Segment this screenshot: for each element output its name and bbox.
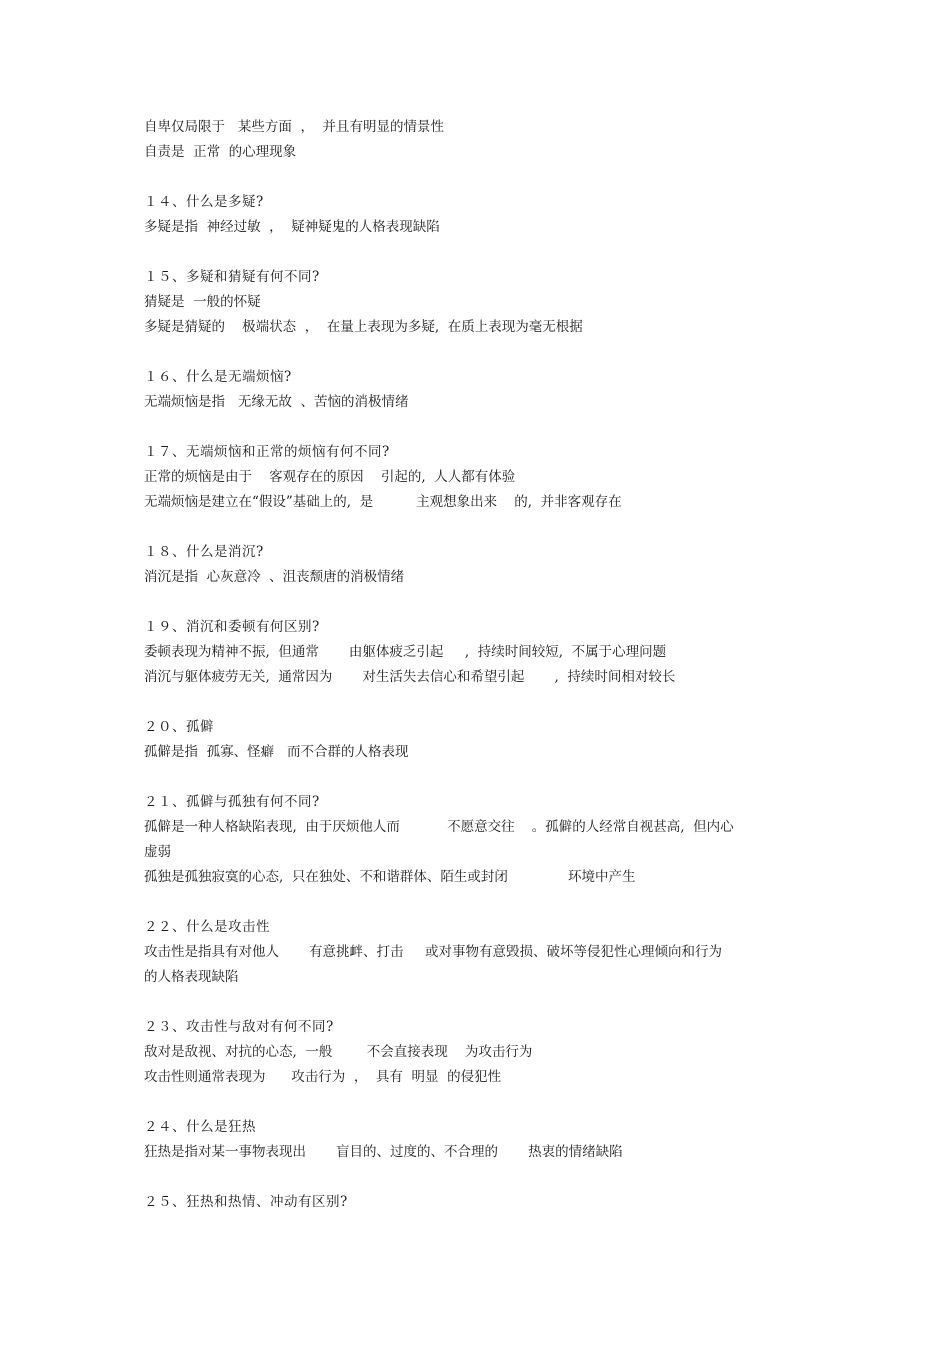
qa-block-23 xyxy=(144,1015,794,1090)
answer-line: 猜疑是 一般的怀疑 xyxy=(144,294,261,310)
answer-line: 狂热是指对某一事物表现出 盲目的、过度的、不合理的 热衷的情绪缺陷 xyxy=(144,1144,623,1160)
answer-line: 敌对是敌视、对抗的心态, 一般 不会直接表现 为攻击行为 xyxy=(144,1044,533,1060)
answer-line: 孤僻是指 孤寡、怪癖 而不合群的人格表现 xyxy=(144,744,409,760)
text-block-intro xyxy=(144,115,794,165)
document-page xyxy=(144,115,794,1240)
answer-line: 无端烦恼是建立在“假设”基础上的, 是 主观想象出来 的, 并非客观存在 xyxy=(144,494,622,510)
answer-line: 孤独是孤独寂寞的心态, 只在独处、不和谐群体、陌生或封闭 环境中产生 xyxy=(144,869,636,885)
answer-line: 孤僻是一种人格缺陷表现, 由于厌烦他人而 不愿意交往 。孤僻的人经常自视甚高, 但内心 xyxy=(144,819,734,835)
question-heading: ２４、什么是狂热 xyxy=(144,1119,256,1135)
answer-line: 虚弱 xyxy=(144,844,171,860)
qa-block-25 xyxy=(144,1190,794,1215)
qa-block-21 xyxy=(144,790,794,890)
answer-line: 正常的烦恼是由于 客观存在的原因 引起的, 人人都有体验 xyxy=(144,469,516,485)
answer-line: 消沉是指 心灰意冷 、沮丧颓唐的消极情绪 xyxy=(144,569,405,585)
answer-line: 攻击性则通常表现为 攻击行为 ， 具有 明显 的侵犯性 xyxy=(144,1069,502,1085)
answer-line: 无端烦恼是指 无缘无故 、苦恼的消极情绪 xyxy=(144,394,409,410)
question-heading: １５、多疑和猜疑有何不同? xyxy=(144,269,320,285)
answer-line: 攻击性是指具有对他人 有意挑衅、打击 或对事物有意毁损、破坏等侵犯性心理倾向和行为 xyxy=(144,944,722,960)
question-heading: １７、无端烦恼和正常的烦恼有何不同? xyxy=(144,444,390,460)
answer-line: 的人格表现缺陷 xyxy=(144,969,239,985)
qa-block-16 xyxy=(144,365,794,415)
qa-block-24 xyxy=(144,1115,794,1165)
question-heading: ２１、孤僻与孤独有何不同? xyxy=(144,794,320,810)
qa-block-18 xyxy=(144,540,794,590)
question-heading: １６、什么是无端烦恼? xyxy=(144,369,292,385)
qa-block-15 xyxy=(144,265,794,340)
answer-line: 多疑是猜疑的 极端状态 ， 在量上表现为多疑, 在质上表现为毫无根据 xyxy=(144,319,583,335)
question-heading: ２３、攻击性与敌对有何不同? xyxy=(144,1019,334,1035)
question-heading: ２２、什么是攻击性 xyxy=(144,919,270,935)
question-heading: １８、什么是消沉? xyxy=(144,544,264,560)
question-heading: ２５、狂热和热情、冲动有区别? xyxy=(144,1194,348,1210)
text-line: 自卑仅局限于 某些方面 ， 并且有明显的情景性 xyxy=(144,119,445,135)
answer-line: 多疑是指 神经过敏 ， 疑神疑鬼的人格表现缺陷 xyxy=(144,219,440,235)
qa-block-17 xyxy=(144,440,794,515)
question-heading: ２０、孤僻 xyxy=(144,719,214,735)
answer-line: 消沉与躯体疲劳无关, 通常因为 对生活失去信心和希望引起 , 持续时间相对较长 xyxy=(144,669,676,685)
qa-block-19 xyxy=(144,615,794,690)
question-heading: １４、什么是多疑? xyxy=(144,194,264,210)
qa-block-22 xyxy=(144,915,794,990)
answer-line: 委顿表现为精神不振, 但通常 由躯体疲乏引起 , 持续时间较短, 不属于心理问题 xyxy=(144,644,667,660)
qa-block-20 xyxy=(144,715,794,765)
text-line: 自责是 正常 的心理现象 xyxy=(144,144,297,160)
qa-block-14 xyxy=(144,190,794,240)
question-heading: １９、消沉和委顿有何区别? xyxy=(144,619,320,635)
